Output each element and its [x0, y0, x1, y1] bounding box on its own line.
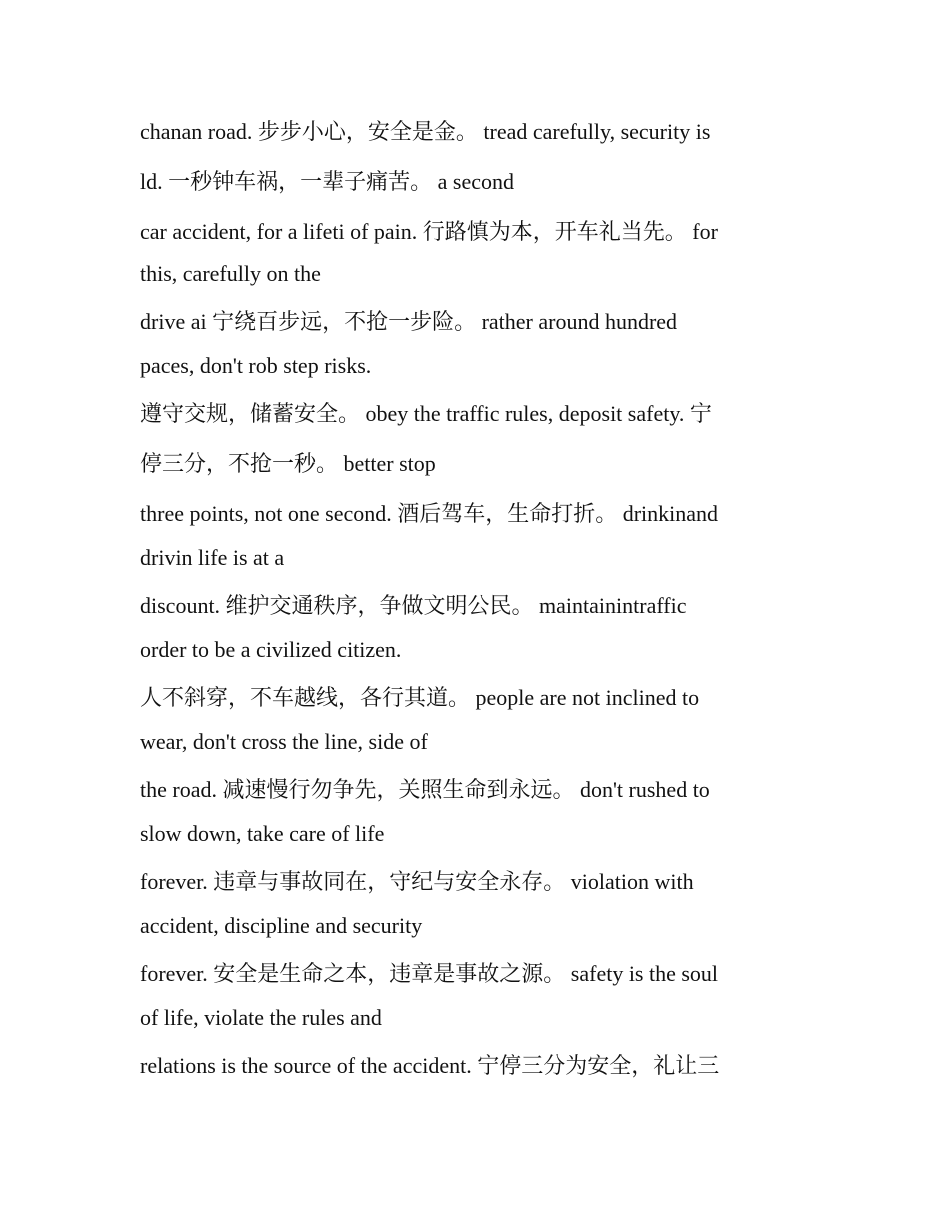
text-line: relations is the source of the accident. 宁停三分为安全，礼让三	[140, 1053, 720, 1078]
text-line: forever. 违章与事故同在，守纪与安全永存。 violation with	[140, 869, 694, 894]
text-line: drivin life is at a	[140, 545, 285, 570]
text-line: of life, violate the rules and	[140, 1005, 382, 1030]
text-line: ld. 一秒钟车祸，一辈子痛苦。 a second	[140, 169, 514, 194]
text-line: 停三分，不抢一秒。 better stop	[140, 451, 436, 476]
text-line: accident, discipline and security	[140, 913, 423, 938]
text-line: chanan road. 步步小心，安全是金。 tread carefully, security is	[140, 119, 711, 144]
text-line: three points, not one second. 酒后驾车，生命打折。 drinkinand	[140, 501, 719, 526]
text-line: 遵守交规，储蓄安全。 obey the traffic rules, deposit safety. 宁	[140, 401, 712, 426]
text-line: forever. 安全是生命之本，违章是事故之源。 safety is the soul	[140, 961, 719, 986]
text-line: car accident, for a lifeti of pain. 行路慎为本，开车礼当先。 for	[140, 219, 718, 244]
text-line: discount. 维护交通秩序，争做文明公民。 maintainintraffic	[140, 593, 687, 618]
text-line: drive ai 宁绕百步远，不抢一步险。 rather around hundred	[140, 309, 678, 334]
text-line: the road. 减速慢行勿争先，关照生命到永远。 don't rushed to	[140, 777, 710, 802]
text-line: paces, don't rob step risks.	[140, 353, 372, 378]
text-line: wear, don't cross the line, side of	[140, 729, 428, 754]
text-line: this, carefully on the	[140, 261, 321, 286]
text-line: 人不斜穿，不车越线，各行其道。 people are not inclined to	[140, 685, 700, 710]
document-page	[140, 110, 820, 1088]
text-line: order to be a civilized citizen.	[140, 637, 402, 662]
text-line: slow down, take care of life	[140, 821, 385, 846]
